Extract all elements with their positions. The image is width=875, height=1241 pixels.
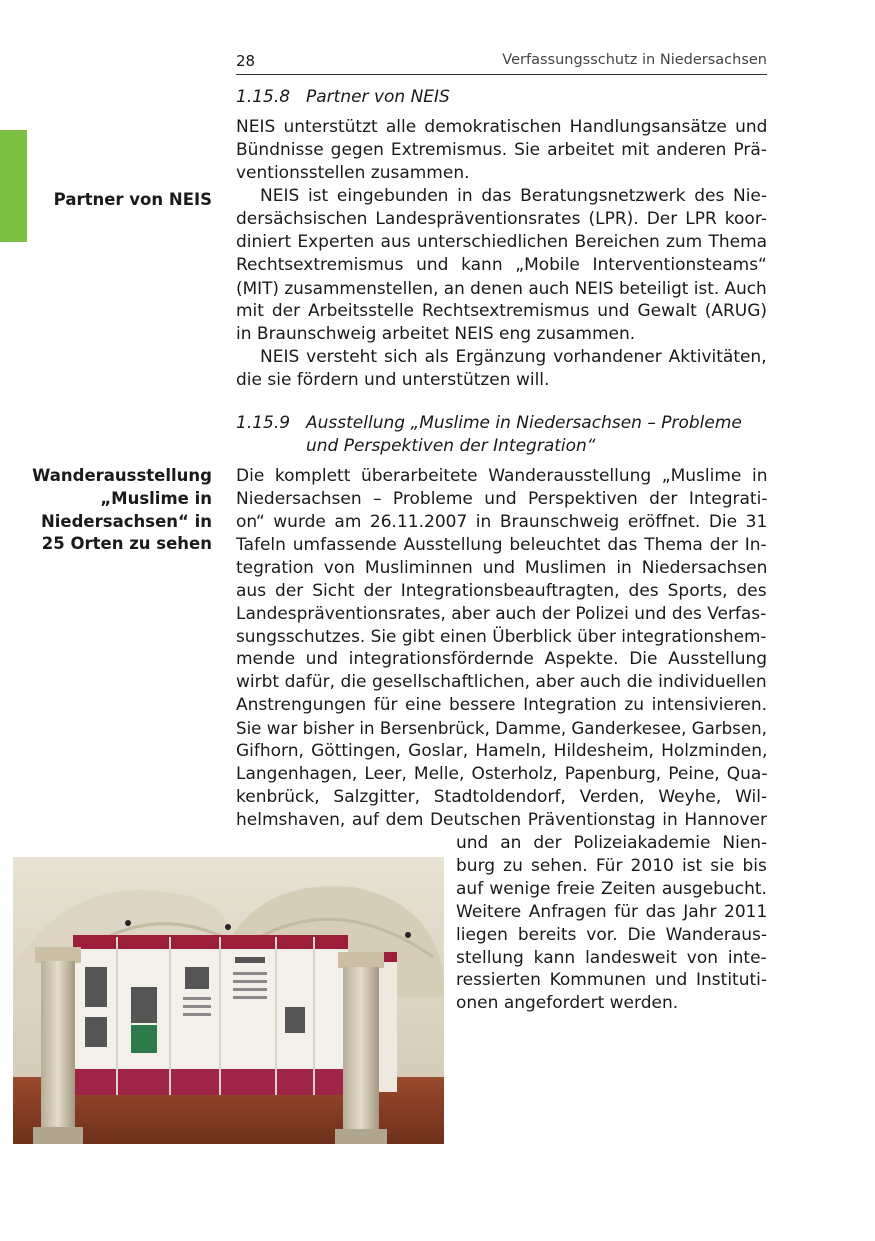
body-text-line: NEIS ist eingebunden in das Beratungsnetzwerk des Nie- — [260, 186, 768, 206]
body-text-line: Rechtsextremismus und kann „Mobile Interventionsteams“ — [236, 255, 767, 275]
body-text-line: NEIS versteht sich als Ergänzung vorhandener Aktivitäten, — [260, 347, 767, 367]
body-text-line: Weitere Anfragen für das Jahr 2011 — [456, 901, 768, 922]
body-text-line: tegration von Musliminnen und Muslimen in Niedersachsen — [236, 557, 768, 578]
body-text-line: auf wenige freie Zeiten ausgebucht. — [456, 878, 767, 899]
body-text-line: Niedersachsen – Probleme und Perspektiven der Integrati- — [236, 488, 768, 509]
running-title: Verfassungsschutz in Niedersachsen — [502, 52, 767, 68]
body-text-line: NEIS unterstützt alle demokratischen Handlungsansätze und — [236, 117, 768, 137]
exhibition-photo — [13, 857, 444, 1144]
body-text-line: Tafeln umfassende Ausstellung beleuchtet das Thema der In- — [236, 534, 767, 555]
body-text-line: onen angefordert werden. — [456, 993, 679, 1014]
section-heading-1-15-9 — [236, 412, 742, 458]
margin-note-partner: Partner von NEIS — [53, 190, 212, 209]
body-text-line: liegen bereits vor. Die Wanderaus- — [456, 924, 768, 945]
body-text-line: Langenhagen, Leer, Melle, Osterholz, Papenburg, Peine, Qua- — [236, 763, 768, 784]
body-text-line: diniert Experten aus unterschiedlichen Bereichen zum Thema — [236, 232, 768, 252]
body-text-line: on“ wurde am 26.11.2007 in Braunschweig eröffnet. Die 31 — [236, 511, 768, 532]
body-text-line: dersächsischen Landespräventionsrates (LPR). Der LPR koor- — [236, 209, 767, 229]
body-text-line: wirbt dafür, die gesellschaftlichen, aber auch die individuellen — [236, 672, 767, 693]
section-title: Partner von NEIS — [306, 87, 450, 107]
margin-note-exhibition — [32, 465, 212, 556]
body-text-line: Landespräventionsrates, aber auch der Polizei und des Verfas- — [236, 603, 767, 624]
section-number: 1.15.8 — [236, 87, 291, 107]
body-text-line: Gifhorn, Göttingen, Goslar, Hameln, Hildesheim, Holzminden, — [236, 740, 768, 761]
body-text-line: mende und integrationsfördernde Aspekte. Die Ausstellung — [236, 649, 768, 670]
body-text-line: aus der Sicht der Integrationsbeauftragten, des Sports, des — [236, 580, 767, 601]
margin-note-line: „Muslime in — [100, 488, 212, 508]
body-text-line: ressierten Kommunen und Instituti- — [456, 970, 768, 991]
body-text-line: kenbrück, Salzgitter, Stadtoldendorf, Verden, Weyhe, Wil- — [236, 786, 768, 807]
margin-note-line: 25 Orten zu sehen — [41, 534, 212, 554]
body-text-line: Die komplett überarbeitete Wanderausstellung „Muslime in — [236, 466, 768, 486]
body-text-line: Sie war bisher in Bersenbrück, Damme, Ganderkesee, Garbsen, — [236, 718, 767, 738]
body-text-line: stellung kann landesweit von inte- — [456, 947, 767, 968]
body-text-line: ventionsstellen zusammen. — [236, 163, 470, 183]
body-text-line: (MIT) zusammenstellen, an denen auch NEIS beteiligt ist. Auch — [236, 278, 767, 298]
body-text-line: Anstrengungen für eine bessere Integration zu intensivieren. — [236, 695, 768, 715]
body-text-line: und an der Polizeiakademie Nien- — [456, 833, 768, 853]
body-text-line: in Braunschweig arbeitet NEIS eng zusammen. — [236, 324, 636, 344]
section-heading-1-15-8 — [236, 86, 450, 109]
body-text-line: helmshaven, auf dem Deutschen Präventionstag in Hannover — [236, 809, 767, 830]
section-title-line-1: Ausstellung „Muslime in Niedersachsen – Probleme — [306, 413, 742, 433]
body-text-line: burg zu sehen. Für 2010 ist sie bis — [456, 855, 767, 876]
section-number: 1.15.9 — [236, 413, 291, 433]
page-number: 28 — [236, 52, 256, 70]
chapter-color-tab — [0, 130, 27, 242]
margin-note-line: Niedersachsen“ in — [40, 511, 212, 531]
running-header — [236, 50, 767, 75]
body-text-line: Bündnisse gegen Extremismus. Sie arbeitet mit anderen Prä- — [236, 140, 767, 160]
body-text-line: sungsschutzes. Sie gibt einen Überblick über integrationshem- — [236, 626, 767, 647]
section-title-line-2: und Perspektiven der Integration“ — [306, 436, 596, 456]
margin-note-line: Wanderausstellung — [32, 466, 212, 485]
body-text-line: mit der Arbeitsstelle Rechtsextremismus und Gewalt (ARUG) — [236, 301, 768, 321]
body-text-line: die sie fördern und unterstützen will. — [236, 370, 550, 390]
